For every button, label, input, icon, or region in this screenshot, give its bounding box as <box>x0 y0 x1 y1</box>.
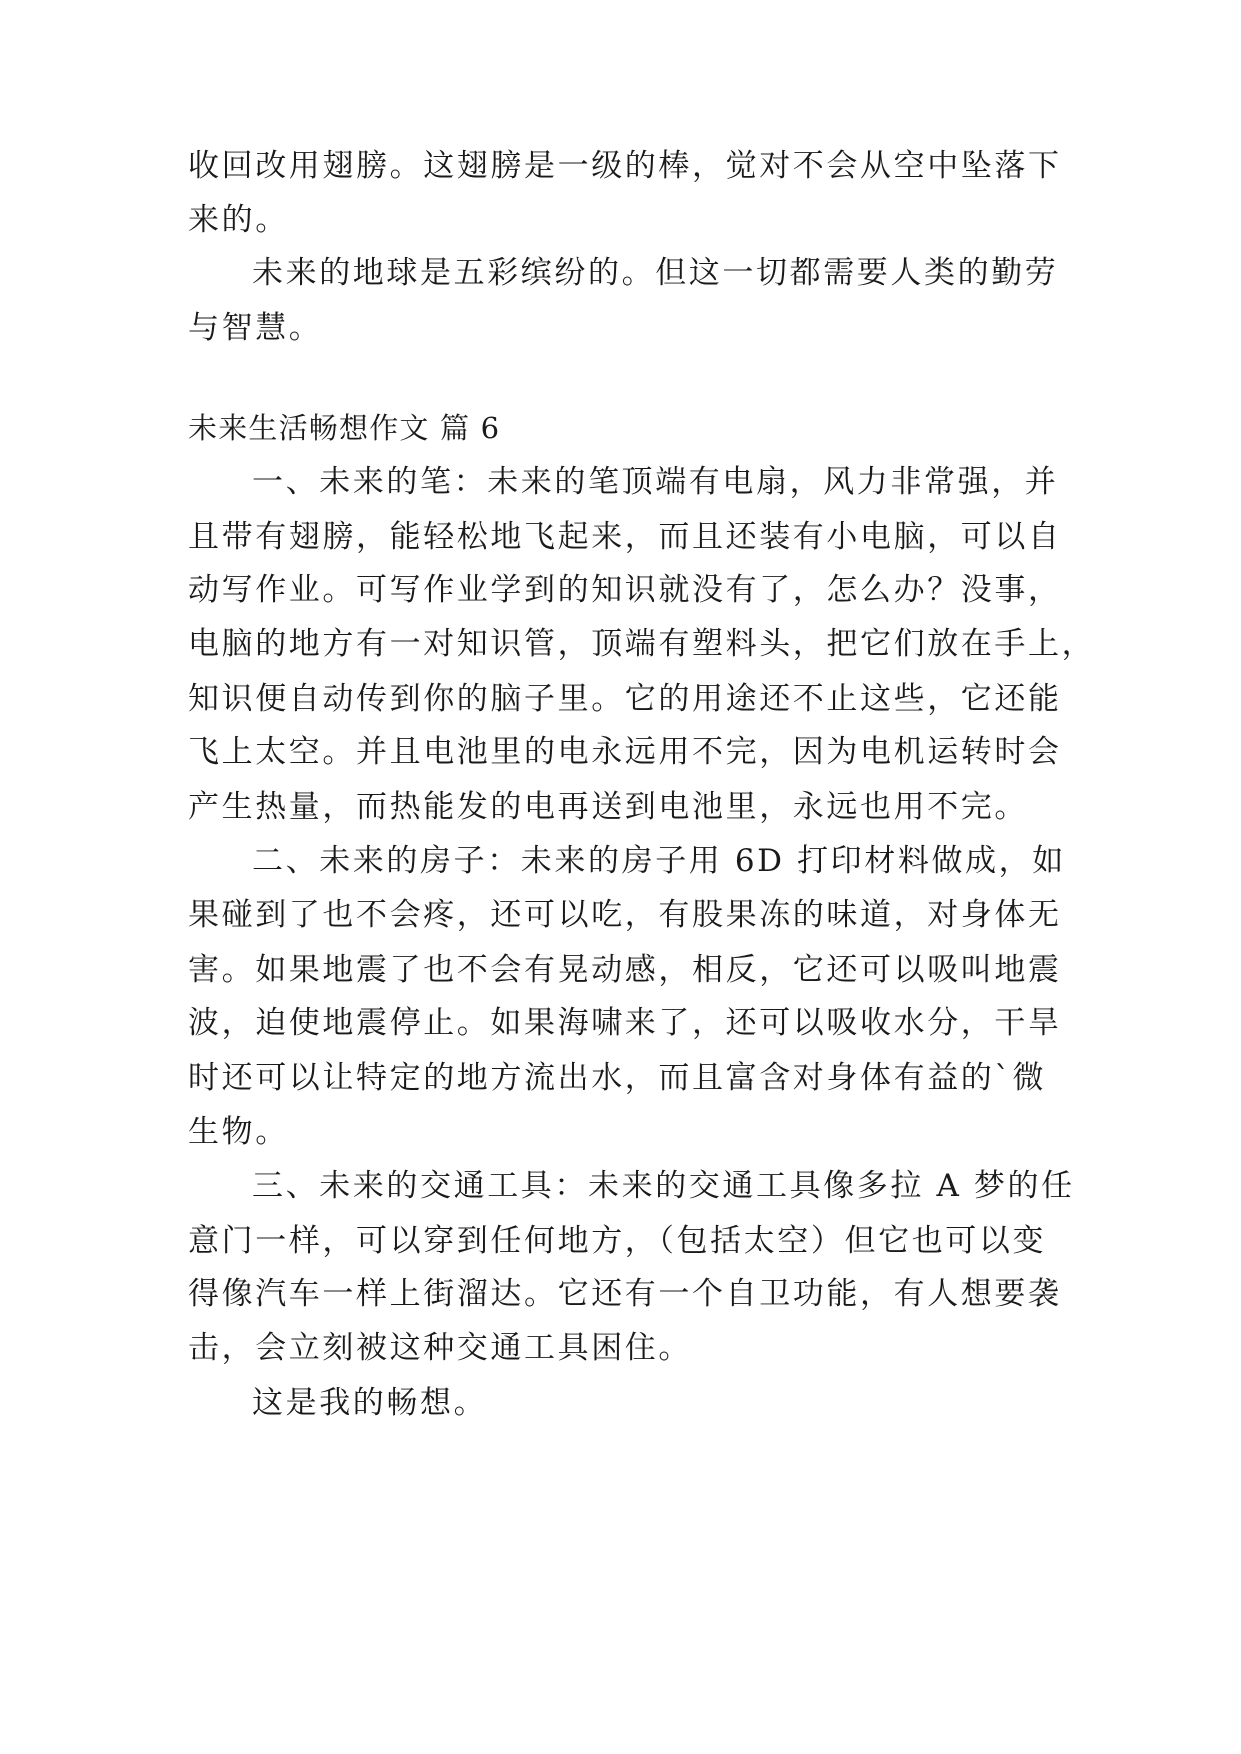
paragraph-line: 知识便自动传到你的脑子里。它的用途还不止这些，它还能 <box>188 681 1062 717</box>
paragraph-line: 与智慧。 <box>188 310 323 346</box>
paragraph-line: 意门一样，可以穿到任何地方，（包括太空）但它也可以变 <box>188 1223 1047 1259</box>
paragraph-line: 二、未来的房子：未来的房子用 6D 打印材料做成，如 <box>252 843 1066 879</box>
paragraph-line: 电脑的地方有一对知识管，顶端有塑料头，把它们放在手上， <box>188 626 1096 662</box>
paragraph-line: 生物。 <box>188 1114 289 1150</box>
section-title: 未来生活畅想作文 篇 6 <box>188 411 501 445</box>
paragraph-line: 害。如果地震了也不会有晃动感，相反，它还可以吸叫地震 <box>188 952 1062 988</box>
paragraph-line: 收回改用翅膀。这翅膀是一级的棒，觉对不会从空中坠落下 <box>188 148 1062 184</box>
paragraph-line: 时还可以让特定的地方流出水，而且富含对身体有益的`微 <box>188 1060 1047 1096</box>
paragraph-line: 未来的地球是五彩缤纷的。但这一切都需要人类的勤劳 <box>252 255 1059 291</box>
paragraph-line: 三、未来的交通工具：未来的交通工具像多拉 A 梦的任 <box>252 1168 1075 1204</box>
paragraph-line: 果碰到了也不会疼，还可以吃，有股果冻的味道，对身体无 <box>188 897 1062 933</box>
paragraph-line: 波，迫使地震停止。如果海啸来了，还可以吸收水分，干旱 <box>188 1005 1062 1041</box>
paragraph-line: 动写作业。可写作业学到的知识就没有了，怎么办？没事， <box>188 572 1062 608</box>
paragraph-line: 击，会立刻被这种交通工具困住。 <box>188 1330 692 1366</box>
paragraph-line: 得像汽车一样上街溜达。它还有一个自卫功能，有人想要袭 <box>188 1276 1062 1312</box>
closing-line: 这是我的畅想。 <box>252 1385 488 1421</box>
paragraph-line: 产生热量，而热能发的电再送到电池里，永远也用不完。 <box>188 789 1028 825</box>
paragraph-line: 飞上太空。并且电池里的电永远用不完，因为电机运转时会 <box>188 734 1062 770</box>
paragraph-line: 一、未来的笔：未来的笔顶端有电扇，风力非常强，并 <box>252 464 1059 500</box>
paragraph-line: 且带有翅膀，能轻松地飞起来，而且还装有小电脑，可以自 <box>188 519 1062 555</box>
paragraph-line: 来的。 <box>188 202 289 238</box>
